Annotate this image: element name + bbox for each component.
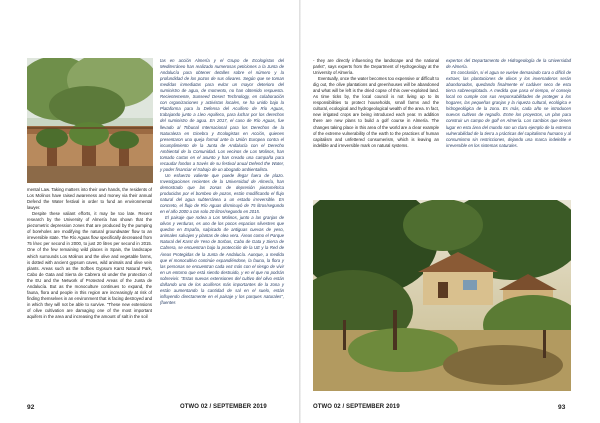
paragraph: En conclusión, si el agua se vuelve demasiado cara o difícil de extraer, las plantaciones de olivos y los invernaderos serán abandonados, quedando finalmente el cadáver seco de esta tierra sobreexplotada. A medida que pasa el tiempo, el consejo local no cumple con sus responsabilidades de proteger a los hogares, las pequeñas granjas y la riqueza cultural, ecológica e hidrogeológica de la zona. Es más, cada año se introducen nuevos cultivos de regadío. Entre los proyectos, un plan para construir un campo de golf en Almería. Los cambios que tienen lugar en esta área del mundo son un claro ejemplo de la extrema vulnerabilidad de la tierra a prácticas del capitalismo humano y al consumismo sin restricciones, dejando una marca indeleble e irreversible en los sistemas naturales. [446, 70, 571, 148]
paragraph: Un esfuerzo valiente que puede llegar fuera de plazo. Investigaciones recientes de la Universidad de Almería, han demostrado que las zonas de depresión piezométrica producidas por el bombeo de pozos, están modificando el flujo natural del agua subterránea a un estado irreversible. En concreto, el flujo de Río Aguas disminuyó de 75 litros/segundo en el año 2000 a tan solo 20 litros/segundo en 2015. [160, 172, 284, 215]
paragraph: - they are directly influencing the landscape and the national parks", says experts from the Department of Hydrogeology at the University of Almería. [313, 58, 439, 76]
left-column-2 [160, 58, 284, 306]
paragraph: Despite these valiant efforts, it may be too late. Recent research by the University of Almería has shown that the piezometric depression zones that are produced by the pumping of boreholes are modifying the natural groundwater flow to an irreversible state. The Río Aguas flow specifically decreased from 75 l/sec per second in 2000, to just 20 litres per second in 2015. One of the few remaining wild places in Spain, the landscape which surrounds Los Molinos and the olive and vegetable farms, is dotted with ancient gypsum caves, wild animals and olive vein plants. Areas such as the Sofbes Gypsum Karst Natural Park, Cabo de Gata and Sierra de Cabrera sit under the protection of the EU and the Network of Protected Areas of the Junta de Andalucía. But as the monoculture continues to expand, the fauna, flora and people in this region are increasingly at risk of finding themselves in an environment that is facing destroyed and in which they will not be able to survive. "These new extensions of olive cultivation are damaging one of the most important aquifers in the area and increasing the amount of salt in the soil [27, 211, 152, 319]
paragraph: mental Law. Taking matters into their own hands, the residents of Los Molinos have raised awareness and money via their annual Defend the Water festival in order to fund an environmental lawyer. [27, 187, 152, 211]
right-column-1 [313, 58, 439, 149]
rooftop-garden-photo [27, 58, 153, 183]
page-number-right: 93 [558, 404, 566, 411]
paragraph: expertos del Departamento de Hidrogeología de la Universidad de Almería. [446, 58, 571, 70]
page-number-left: 92 [27, 404, 35, 411]
olive-hillside-photo [313, 200, 571, 391]
footer-title-right: OTWO 02 / SEPTEMBER 2019 [313, 404, 400, 410]
footer-title-left: OTWO 02 / SEPTEMBER 2019 [180, 404, 267, 410]
left-column-1 [27, 187, 152, 320]
right-column-2 [446, 58, 571, 149]
paragraph: Eventually, once the water becomes too expensive or difficult to dig out, the olive plantations and greenhouses will be abandoned and what will be left is the dried copse of this over-exploited land. As time ticks by, the local council is not living up to its responsibilities to protect households, small farms and the cultural, ecological and hydrogeological wealth of the area. In fact, new irrigated crops are being introduced each year. In addition there are new plans to build a golf course in Almería. The changes taking place in this area of the world are a clear example of the extreme vulnerability of the earth to the practices of human capitalism and unfettered consumerism, which is leaving an indelible and irreversible mark on natural systems. [313, 76, 439, 148]
spine-gutter [299, 0, 301, 423]
paragraph: tas en acción Almería y el Grupo de Ecologistas del Mediterráneo han realizado numerosas peticiones a la Junta de Andalucía para obtener detalles sobre el número y la profundidad de los pozos de sus olivares. Según que se toman medidas inmediatas para evitar un mayor deterioro del suministro de agua, de momento, no han obtenido respuesta. Recientemente, Sunseed Desert Technology, en colaboración con organizaciones y activistas locales, se ha unido bajo la Plataforma para la Defensa del Acuífero de Río Aguas, trabajando junto a Lleo Aquifeco, para luchar por los derechos del suministro de agua. En 2017, el caso de Río Aguas, fue llevado al Tribunal Internacional para los Derechos de la Naturaleza en Ginebra y Ecologistas en Acción, quienes presentaron una queja formal ante la Unión Europea contra el incumplimiento de la Junta de Andalucía con el Derecho Ambiental de la Comunidad. Los vecinos de Los Molinos, han tomado cartas en el asunto y han creado una campaña para recaudar fondos a través de su festival anual Defend the Water, y poder financiar el trabajo de un abogado ambientalista. [160, 58, 284, 172]
paragraph: El paisaje que rodea a Los Molinos, junto a las granjas de olivos y verduras, es uno de los pocos espacios silvestres que quedan en España, salpicado de antiguas cuevas de yeso, animales salvajes y plantas de olea vera. Áreas como el Parque Natural del Karst de Yeso de Sorbas, Cabo de Gata y Sierra de Cabrera, se encuentran bajo la protección de la UE y la Red de Áreas Protegidas de la Junta de Andalucía. Aunque, a medida que el monocultivo continúe expandiéndose, la fauna, la flora y las personas se encuentran cada vez más con el riesgo de vivir en un entorno que está siendo destruido, y en el que no podrán sobrevivir. "Estas nuevas extensiones del cultivo del olivo están dañando uno de los acuíferos más importantes de la zona y están aumentando la cantidad de sal en el suelo, están influyendo directamente en el paisaje y los parques naturales", (fuentes [160, 215, 284, 305]
